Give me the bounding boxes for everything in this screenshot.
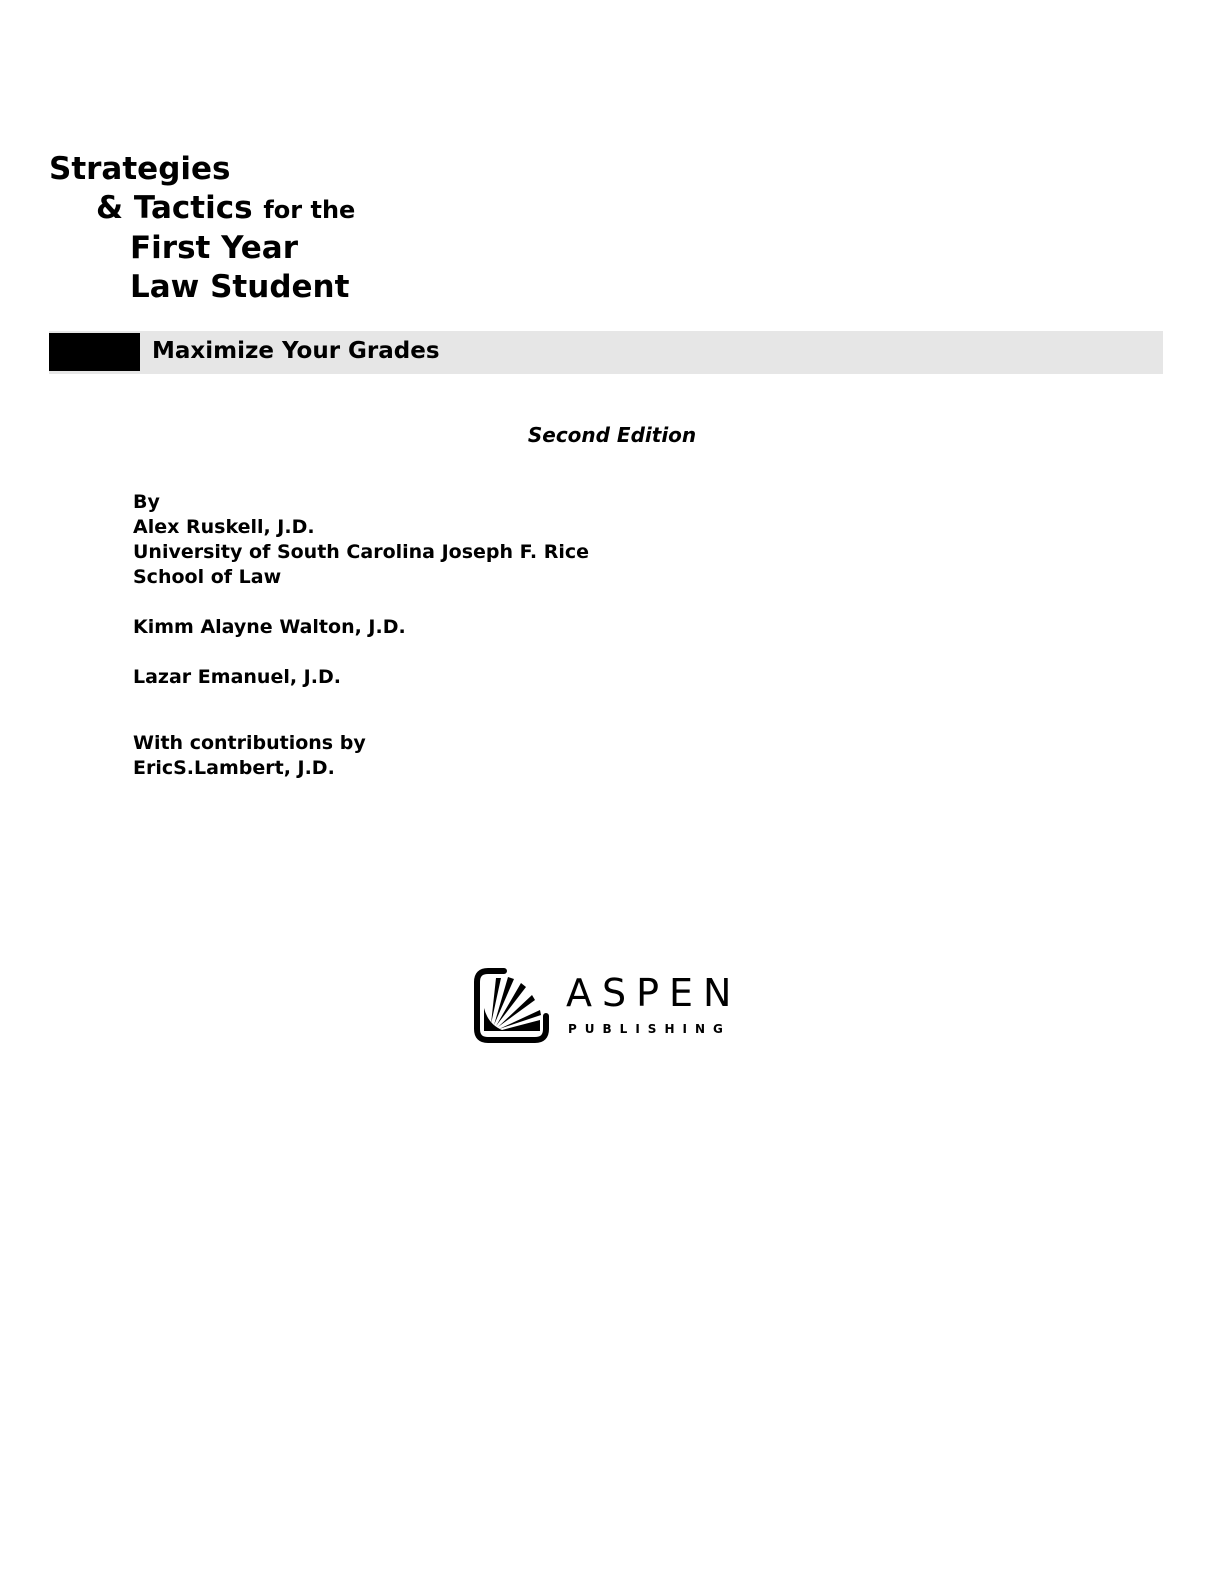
author-name-3: Lazar Emanuel, J.D. [133,666,341,688]
author-affiliation-line-2: School of Law [133,566,282,588]
author-name-1: Alex Ruskell, J.D. [133,516,315,538]
publisher-subtitle: PUBLISHING [568,1022,731,1036]
title-line-2-main: & Tactics [96,190,253,226]
title-line-2-small: for the [263,196,356,224]
title-line-4: Law Student [130,269,350,305]
edition-label: Second Edition [527,423,697,447]
title-line-1: Strategies [49,151,231,187]
publisher-name: ASPEN [566,971,742,1015]
author-name-2: Kimm Alayne Walton, J.D. [133,616,406,638]
subtitle-banner [49,331,1163,374]
publisher-logo [474,968,744,1044]
title-line-3: First Year [130,230,298,266]
contributors-block [133,731,366,781]
title-line-2 [96,190,356,226]
contributor-name: EricS.Lambert, J.D. [133,757,335,779]
author-affiliation-line-1: University of South Carolina Joseph F. Rice [133,541,589,563]
by-label: By [133,491,160,513]
author-block-1 [133,490,589,590]
contributions-label: With contributions by [133,732,366,754]
aspen-leaf-icon [474,968,549,1043]
banner-subtitle: Maximize Your Grades [152,338,440,364]
banner-black-block [49,333,140,371]
